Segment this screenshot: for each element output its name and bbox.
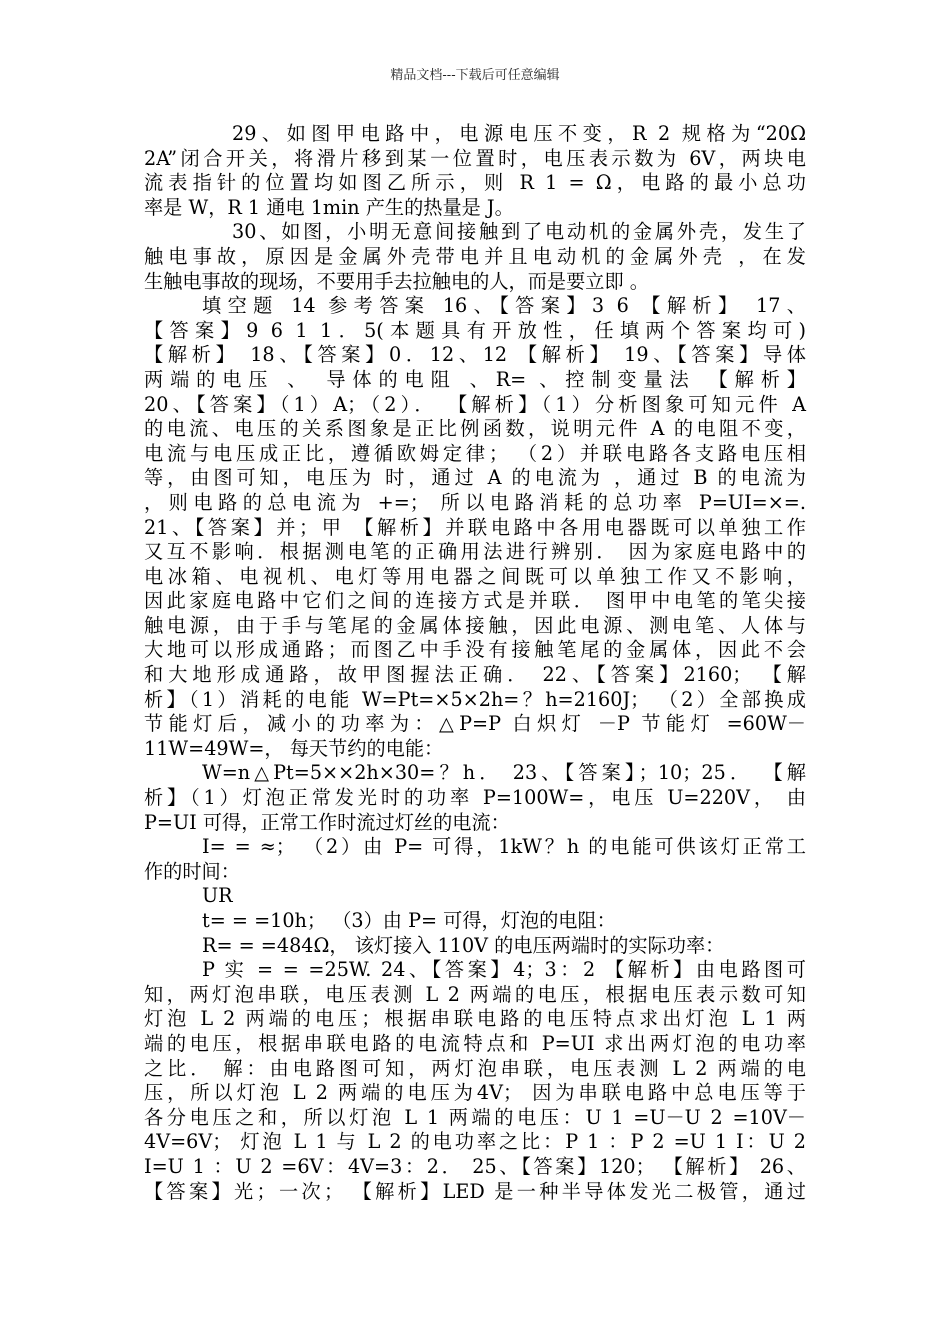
text-line: 各分电压之和，所以灯泡 L 1 两端的电压：U 1 =U－U 2 =10V－: [144, 1105, 806, 1129]
text-line: 20、【答案】（1）A；（2）． 【解析】（1）分析图象可知元件 A: [144, 392, 806, 416]
text-line: P=UI 可得，正常工作时流过灯丝的电流：: [144, 810, 510, 834]
text-line: 端的电压，根据串联电路的电流特点和 P=UI 求出两灯泡的电功率: [144, 1031, 806, 1055]
text-line: I= = ≈； （2）由 P= 可得，1kW？h 的电能可供该灯正常工: [202, 835, 806, 859]
text-line: 电冰箱、电视机、电灯等用电器之间既可以单独工作又不影响，: [144, 564, 806, 588]
text-line: R= = =484Ω， 该灯接入 110V 的电压两端时的实际功率：: [202, 933, 725, 957]
text-line: t= = =10h； （3）由 P= 可得，灯泡的电阻：: [202, 909, 616, 932]
text-line: 触电事故，原因是金属外壳带电并且电动机的金属外壳 ，在发: [144, 244, 806, 268]
text-line: 析】（1）消耗的电能 W=Pt=×5×2h=？h=2160J； （2）全部换成: [144, 687, 806, 711]
text-line: 析】（1）灯泡正常发光时的功率 P=100W=，电压 U=220V， 由: [144, 786, 806, 810]
text-line: 29、如图甲电路中，电源电压不变，R 2 规格为“20Ω: [232, 122, 806, 145]
text-line: 生触电事故的现场，不要用手去拉触电的人，而是要立即 。: [144, 269, 649, 293]
text-line: 30、如图，小明无意间接触到了电动机的金属外壳，发生了: [232, 220, 806, 244]
text-line: 之比． 解：由电路图可知，两灯泡串联，电压表测 L 2 两端的电: [144, 1056, 806, 1080]
text-line: 的电流、电压的关系图象是正比例函数，说明元件 A 的电阻不变，: [144, 417, 806, 441]
text-line: P 实 = = =25W. 24、【答案】4；3：2 【解析】由电路图可: [202, 958, 806, 982]
text-line: 和大地形成通路，故甲图握法正确． 22、【答案】2160； 【解: [144, 663, 806, 687]
text-line: 流表指针的位置均如图乙所示，则 R 1 = Ω，电路的最小总功: [144, 171, 806, 195]
text-line: UR: [202, 884, 233, 908]
text-line: 又互不影响．根据测电笔的正确用法进行辨别． 因为家庭电路中的: [144, 540, 806, 564]
text-line: ，则电路的总电流为 +=； 所以电路消耗的总功率 P=UI=×=.: [144, 490, 806, 514]
text-line: 4V=6V； 灯泡 L 1 与 L 2 的电功率之比：P 1 ：P 2 =U 1 I：U 2: [144, 1130, 806, 1154]
text-line: 率是 W，R 1 通电 1min 产生的热量是 J。: [144, 195, 514, 219]
text-line: I=U 1 ：U 2 =6V：4V=3：2． 25、【答案】120； 【解析】 26、: [144, 1154, 806, 1178]
text-line: 因此家庭电路中它们之间的连接方式是并联． 图甲中电笔的笔尖接: [144, 589, 806, 613]
text-line: 灯泡 L 2 两端的电压；根据串联电路的电压特点求出灯泡 L 1 两: [144, 1007, 806, 1031]
text-line: 【答案】光；一次； 【解析】LED 是一种半导体发光二极管，通过: [144, 1179, 806, 1203]
text-line: W=n△Pt=5××2h×30=？h． 23、【答案】；10；25． 【解: [202, 761, 806, 785]
text-line: 节能灯后，减小的功率为：△P=P 白炽灯 －P 节能灯 =60W－: [144, 712, 806, 736]
text-line: 填空题 14 参考答案 16、【答案】3 6 【解析】 17、: [202, 294, 806, 318]
text-line: 电流与电压成正比，遵循欧姆定律； （2）并联电路各支路电压相: [144, 441, 806, 465]
text-line: 【答案】9 6 1 1．5(本题具有开放性，任填两个答案均可): [144, 318, 806, 342]
text-line: 11W=49W=， 每天节约的电能：: [144, 736, 444, 760]
text-line: 两端的电压 、 导体的电阻 、R= 、控制变量法 【解析】: [144, 367, 806, 391]
page-header: 精品文档---下载后可任意编辑: [390, 68, 560, 83]
text-line: 21、【答案】并；甲 【解析】并联电路中各用电器既可以单独工作: [144, 515, 806, 539]
text-line: 2A”闭合开关，将滑片移到某一位置时，电压表示数为 6V，两块电: [144, 146, 806, 170]
text-line: 知，两灯泡串联，电压表测 L 2 两端的电压，根据电压表示数可知: [144, 982, 806, 1006]
document-body: [144, 122, 806, 1204]
text-line: 作的时间：: [144, 859, 240, 883]
text-line: 压，所以灯泡 L 2 两端的电压为4V； 因为串联电路中总电压等于: [144, 1081, 806, 1105]
text-line: 大地可以形成通路；而图乙中手没有接触笔尾的金属体，因此不会: [144, 638, 806, 662]
text-line: 【解析】 18、【答案】0．12、12 【解析】 19、【答案】导体: [144, 343, 806, 367]
text-line: 触电源，由于手与笔尾的金属体接触，因此电源、测电笔、人体与: [144, 613, 806, 637]
text-line: 等，由图可知，电压为 时，通过 A 的电流为 ，通过 B 的电流为: [144, 466, 806, 490]
